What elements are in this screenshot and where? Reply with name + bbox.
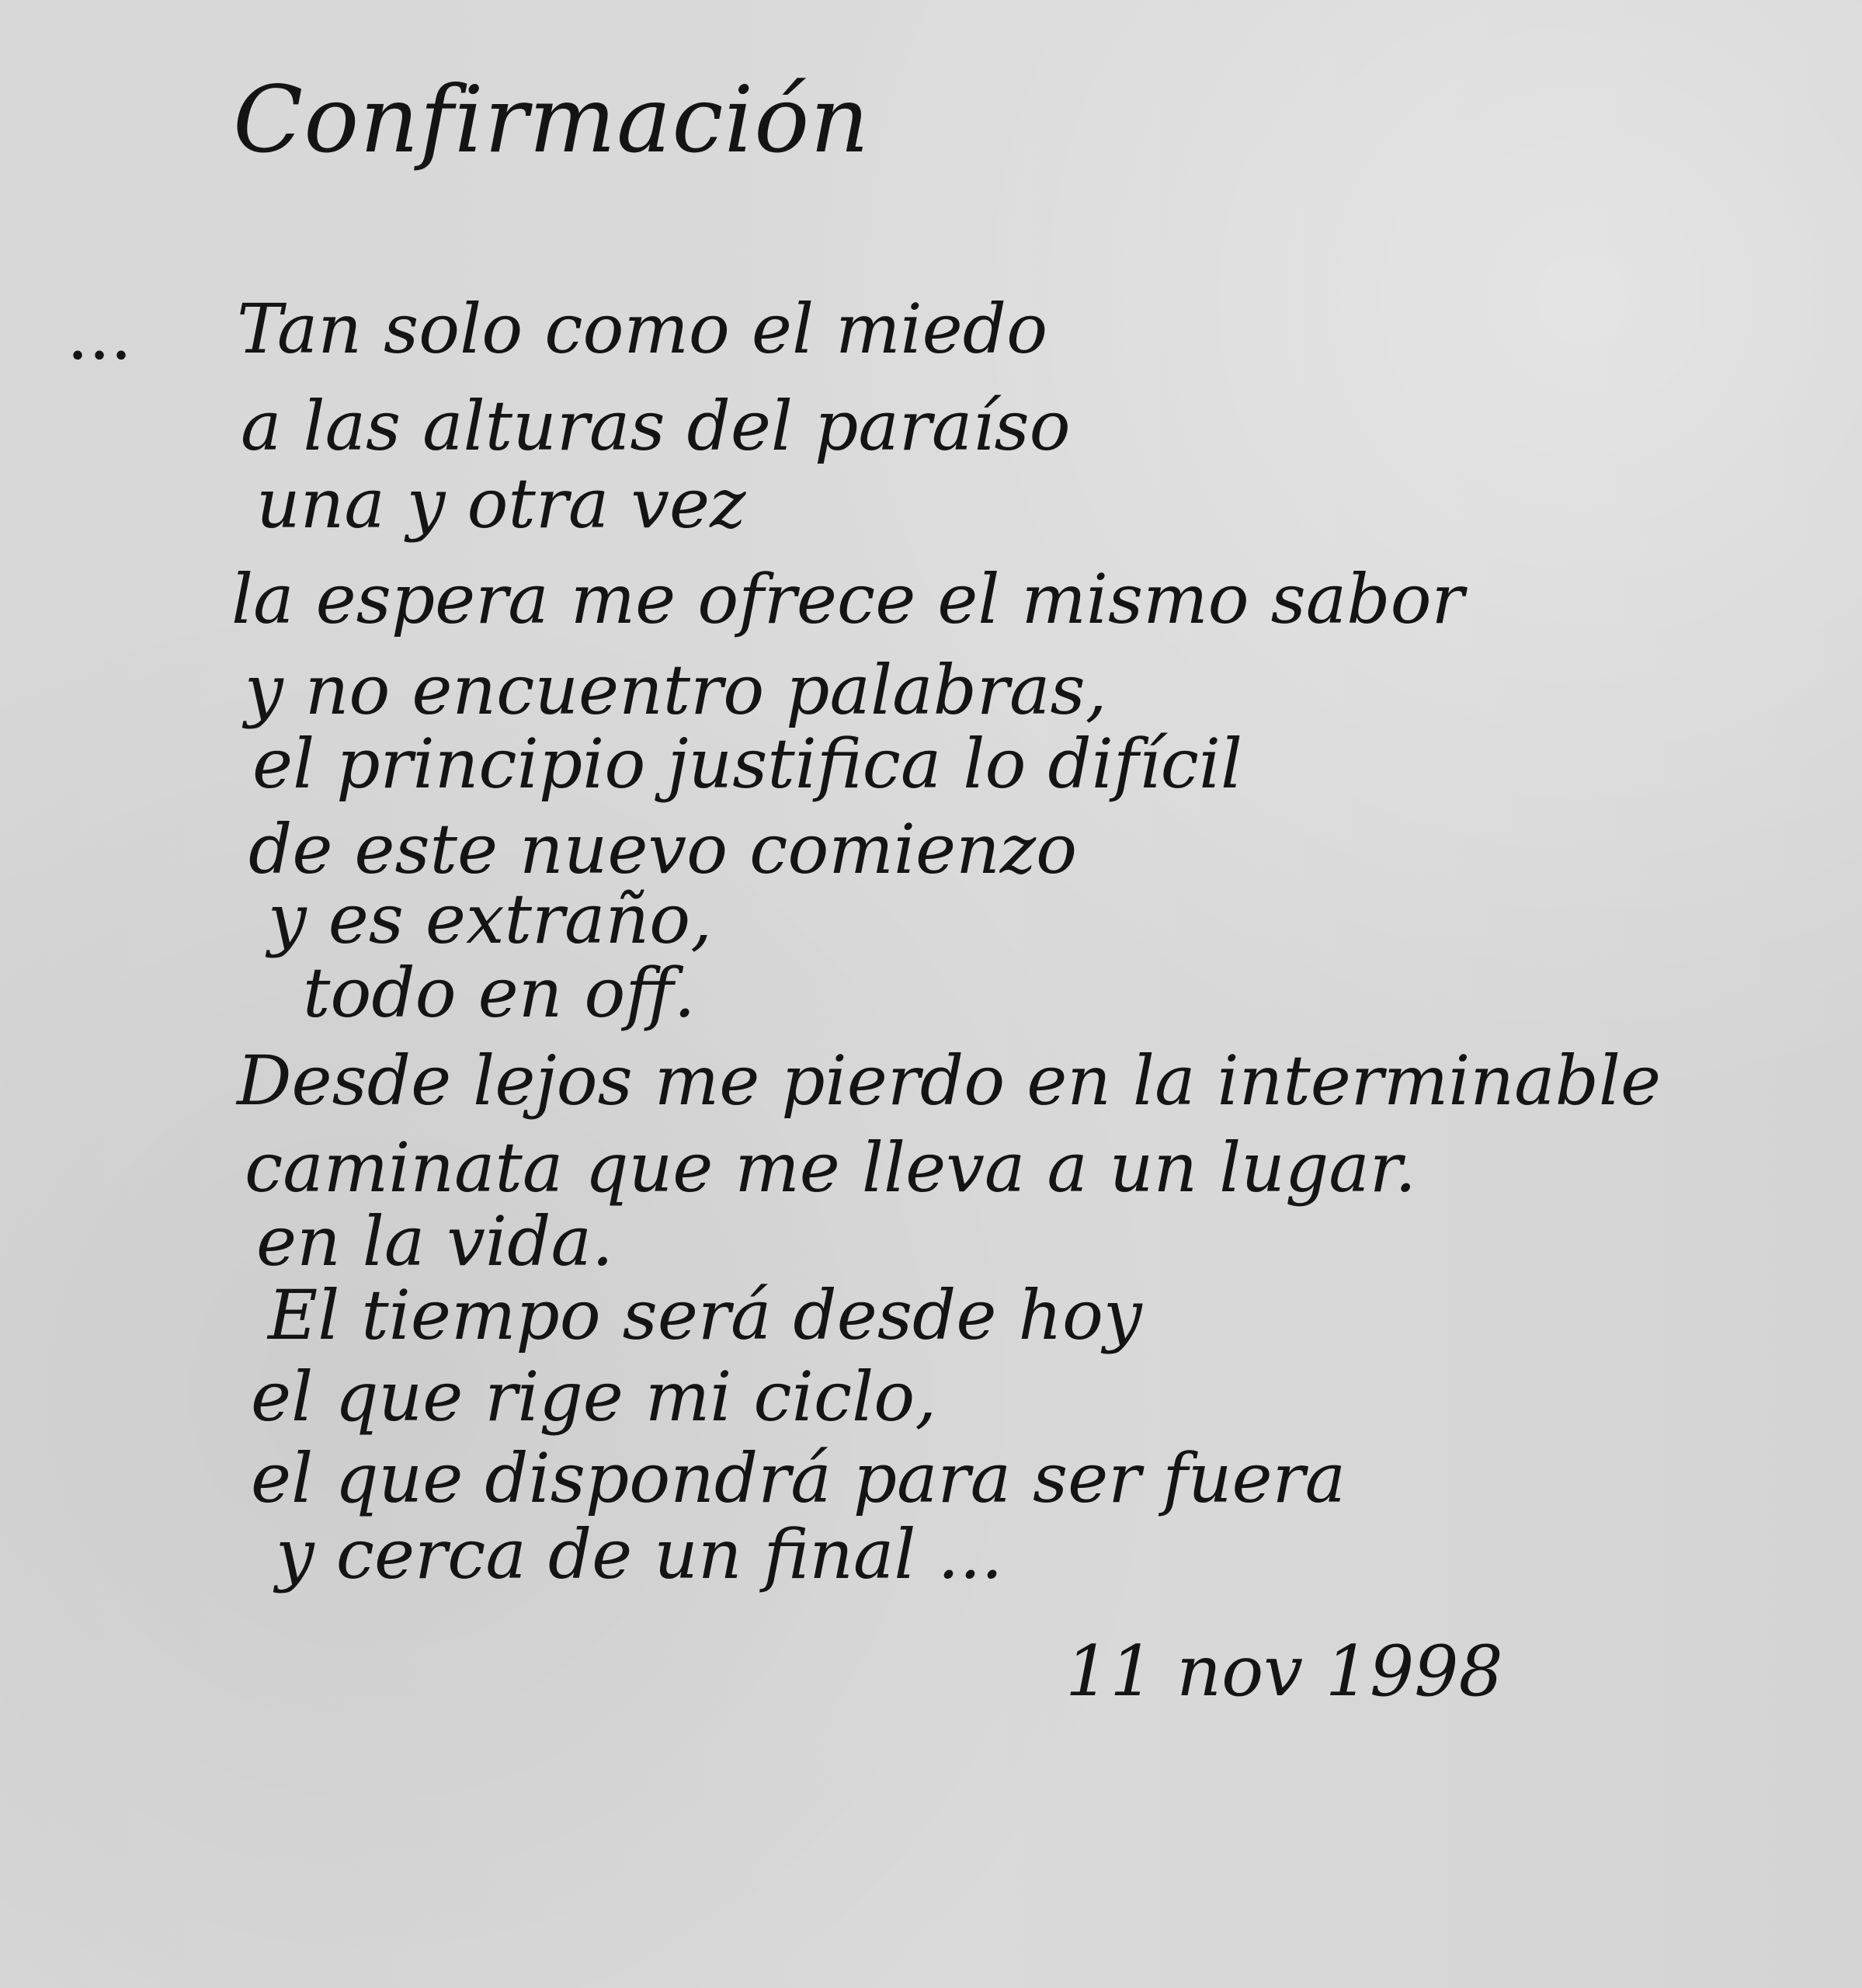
poem-line-6: el principio justifica lo difícil bbox=[252, 724, 1243, 804]
poem-line-7: de este nuevo comienzo bbox=[248, 809, 1078, 889]
poem-line-8: y es extraño, bbox=[268, 879, 713, 959]
poem-line-13: El tiempo será desde hoy bbox=[268, 1275, 1142, 1355]
poem-line-15: el que dispondrá para ser fuera bbox=[251, 1438, 1346, 1518]
poem-line-4: la espera me ofrece el mismo sabor bbox=[231, 559, 1464, 639]
poem-line-1: Tan solo como el miedo bbox=[237, 289, 1048, 369]
lead-ellipsis: ... bbox=[67, 295, 132, 375]
poem-line-2: a las alturas del paraíso bbox=[241, 386, 1071, 466]
poem-date: 11 nov 1998 bbox=[1065, 1631, 1503, 1712]
poem-line-11: caminata que me lleva a un lugar. bbox=[245, 1128, 1417, 1208]
poem-line-16: y cerca de un final ... bbox=[276, 1514, 1003, 1594]
poem-line-10: Desde lejos me pierdo en la interminable bbox=[237, 1041, 1662, 1121]
poem-line-14: el que rige mi ciclo, bbox=[251, 1357, 937, 1437]
poem-line-3: una y otra vez bbox=[256, 464, 746, 544]
poem-line-5: y no encuentro palabras, bbox=[245, 650, 1107, 730]
poem-title: Confirmación bbox=[233, 66, 870, 173]
poem-line-9: todo en off. bbox=[303, 953, 696, 1033]
poem-line-12: en la vida. bbox=[256, 1201, 613, 1281]
